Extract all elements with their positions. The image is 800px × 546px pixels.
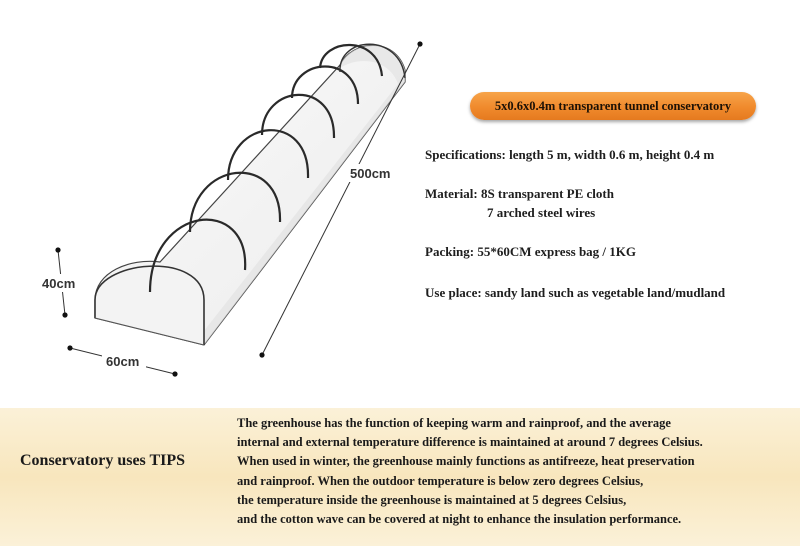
specifications-text: Specifications: length 5 m, width 0.6 m, height 0.4 m (425, 147, 715, 162)
tips-body (237, 414, 792, 529)
tips-line: and the cotton wave can be covered at night to enhance the insulation performance. (237, 512, 682, 527)
tips-line: internal and external temperature difference is maintained at around 7 degrees Celsius. (237, 435, 703, 450)
tips-title: Conservatory uses TIPS (20, 452, 186, 469)
product-title-banner (470, 92, 756, 120)
width-label: 60cm (106, 354, 140, 369)
material-text: Material: 8S transparent PE cloth (425, 186, 614, 201)
tips-line: The greenhouse has the function of keeping warm and rainproof, and the average (237, 416, 671, 430)
front-arch (95, 266, 204, 345)
height-dimension (40, 247, 82, 317)
tips-panel (0, 408, 800, 546)
material-text-continued: 7 arched steel wires (487, 205, 596, 220)
tips-line: the temperature inside the greenhouse is maintained at 5 degrees Celsius, (237, 492, 627, 507)
use-place-text: Use place: sandy land such as vegetable land/mudland (425, 285, 726, 300)
height-label: 40cm (42, 276, 76, 291)
tips-line: When used in winter, the greenhouse mainly functions as antifreeze, heat preservation (237, 454, 695, 469)
tips-line: and rainproof. When the outdoor temperature is below zero degrees Celsius, (237, 473, 644, 488)
length-label: 500cm (350, 166, 391, 181)
packing-text: Packing: 55*60CM express bag / 1KG (425, 244, 637, 259)
tunnel-greenhouse-illustration (0, 0, 430, 400)
width-dimension (67, 345, 177, 376)
product-title: 5x0.6x0.4m transparent tunnel conservatory (494, 98, 732, 113)
